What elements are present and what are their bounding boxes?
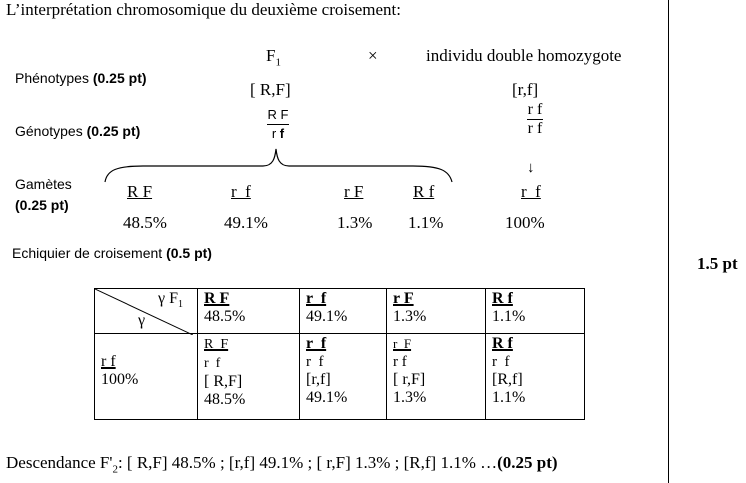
gamete-type: r f [231, 182, 251, 201]
parent2-gamete-percentage: 100% [505, 213, 545, 232]
table-cell: r f r f [r,f] 49.1% [300, 334, 387, 420]
table-header-cell: r F 1.3% [387, 289, 486, 334]
gamete-percentage: 1.1% [408, 213, 444, 232]
gametes-label: Gamètes (0.25 pt) [15, 176, 72, 213]
section-title: L’interprétation chromosomique du deuxième croisement: [6, 0, 401, 19]
table-row-header-cell: r f 100% [95, 334, 198, 420]
side-points: 1.5 pt [697, 254, 738, 273]
cross-symbol: × [368, 46, 378, 65]
table-cell: R F r f [ R,F] 48.5% [198, 334, 300, 420]
arrow-down-icon: ↓ [527, 160, 535, 176]
table-header-cell: R f 1.1% [486, 289, 585, 334]
parent2-genotype-numerator: r f [527, 101, 543, 118]
vertical-divider [668, 0, 669, 483]
parent1-label: $F_1$ [266, 46, 281, 69]
parent1-genotype-numerator: R F [267, 106, 290, 125]
table-corner-cell [95, 289, 198, 334]
descendance-line: Descendance $F'_2$: [ R,F] 48.5% ; [r,f] 49.1% ; [ r,F] 1.3% ; [R,f] 1.1% …(0.25 pt) [6, 453, 558, 476]
parent1-genotype-denominator: r f [271, 126, 285, 141]
parent2-genotype-denominator: r f [527, 120, 543, 137]
parent2-genotype [520, 101, 550, 138]
corner-gamete-label: γ [138, 312, 146, 329]
gamete-type: R f [413, 182, 435, 201]
parent2-gamete-type: r f [521, 182, 541, 201]
genotypes-label: Génotypes (0.25 pt) [15, 123, 141, 139]
table-cell: r F r f [ r,F] 1.3% [387, 334, 486, 420]
gametes-brace [103, 146, 455, 184]
table-header-row [95, 289, 585, 334]
echiquier-label: Echiquier de croisement (0.5 pt) [12, 245, 212, 261]
gamete-type: R F [127, 182, 153, 201]
parent1-genotype [262, 106, 294, 143]
parent2-phenotype: [r,f] [512, 80, 539, 99]
table-cell: R f r f [R,f] 1.1% [486, 334, 585, 420]
gamete-type: r F [344, 182, 364, 201]
gamete-percentage: 1.3% [337, 213, 373, 232]
table-header-cell: r f 49.1% [300, 289, 387, 334]
parent2-label: individu double homozygote [426, 46, 622, 65]
gamete-percentage: 48.5% [123, 213, 167, 232]
gamete-percentage: 49.1% [224, 213, 268, 232]
table-row [95, 334, 585, 420]
echiquier-table [94, 288, 585, 420]
table-header-cell: R F 48.5% [198, 289, 300, 334]
parent1-phenotype: [ R,F] [250, 80, 291, 99]
phenotypes-label: Phénotypes (0.25 pt) [15, 70, 147, 86]
corner-parent-label: γ $F_1$ [158, 290, 183, 311]
